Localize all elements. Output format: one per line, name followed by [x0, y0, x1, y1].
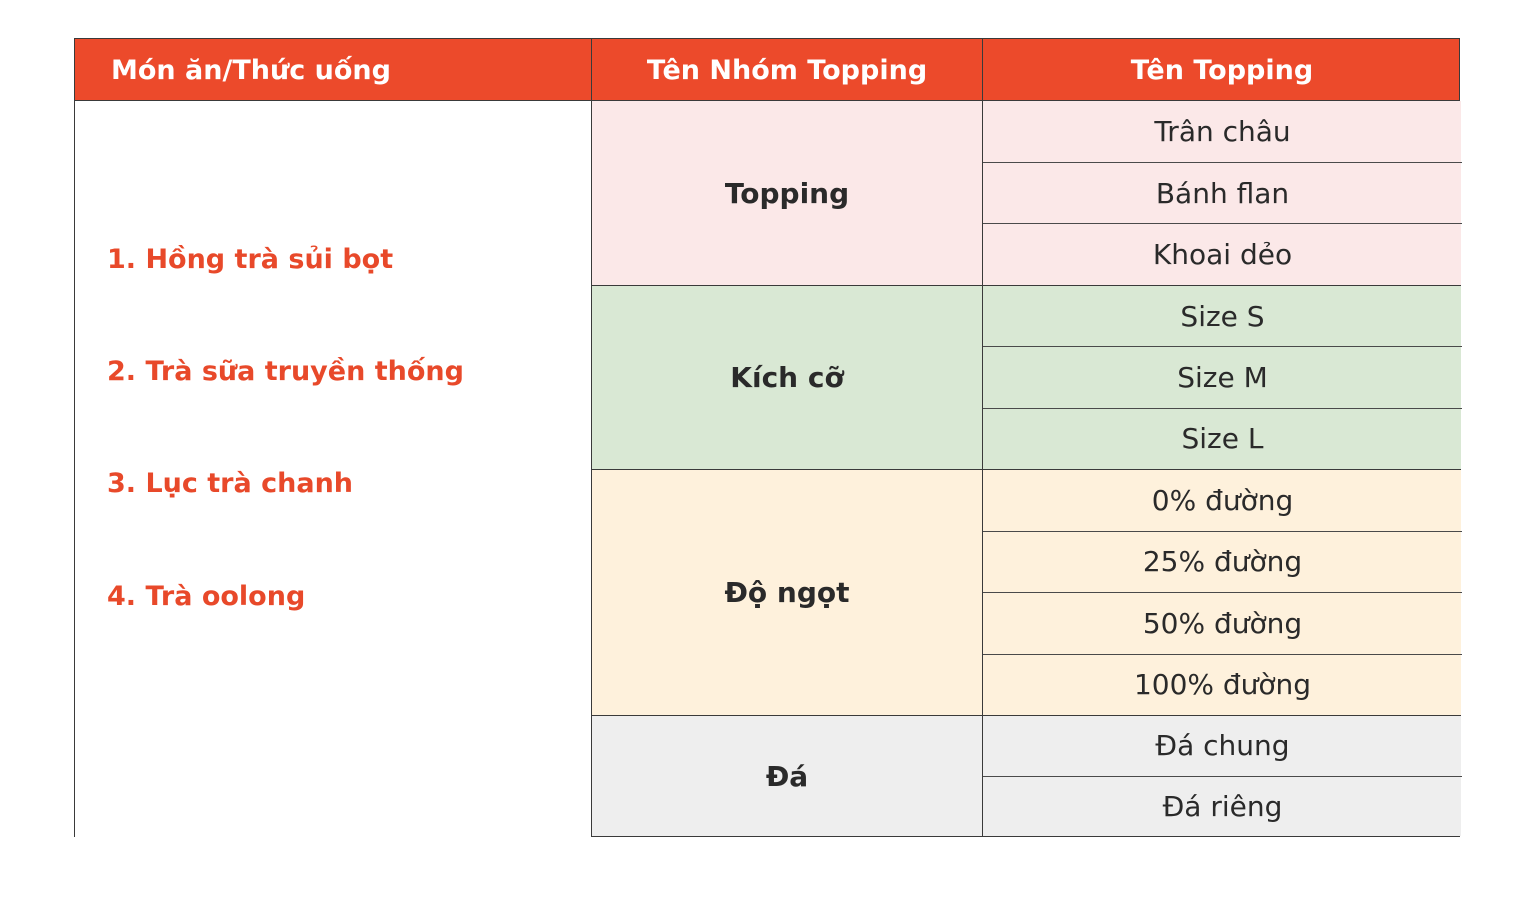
group-items	[982, 470, 1462, 715]
group-name: Topping	[724, 176, 850, 210]
group-name: Kích cỡ	[730, 361, 844, 394]
table-header	[75, 39, 1459, 101]
topping-item: Bánh flan	[983, 163, 1462, 225]
header-group-column: Tên Nhóm Topping	[591, 39, 982, 101]
topping-item: Đá riêng	[1162, 789, 1283, 823]
header-topping-column: Tên Topping	[982, 39, 1461, 101]
group-ice	[591, 716, 1461, 836]
header-dish-column: Món ăn/Thức uống	[111, 54, 391, 86]
topping-item: Size L	[1181, 422, 1264, 456]
dish-list	[75, 101, 591, 838]
topping-item: Size M	[983, 347, 1462, 408]
dish-item: 4. Trà oolong	[107, 581, 306, 612]
group-sweetness	[591, 470, 1461, 716]
group-size	[591, 286, 1461, 470]
group-items	[982, 101, 1462, 285]
topping-item: Đá chung	[983, 716, 1462, 777]
topping-item: 100% đường	[1133, 668, 1312, 702]
group-name: Độ ngọt	[724, 576, 850, 609]
topping-item: 50% đường	[983, 593, 1462, 655]
dish-item: 2. Trà sữa truyền thống	[107, 356, 464, 387]
dish-item: 1. Hồng trà sủi bọt	[107, 244, 394, 275]
topping-item: 25% đường	[983, 532, 1462, 594]
dish-item: 3. Lục trà chanh	[107, 468, 354, 499]
topping-item: Trân châu	[983, 101, 1462, 163]
group-items	[982, 286, 1462, 469]
topping-item: 0% đường	[983, 470, 1462, 532]
topping-item: Khoai dẻo	[1152, 238, 1293, 272]
topping-table	[74, 38, 1460, 837]
topping-item: Size S	[983, 286, 1462, 347]
group-topping	[591, 101, 1461, 286]
group-name: Đá	[765, 759, 809, 793]
group-items	[982, 716, 1462, 836]
